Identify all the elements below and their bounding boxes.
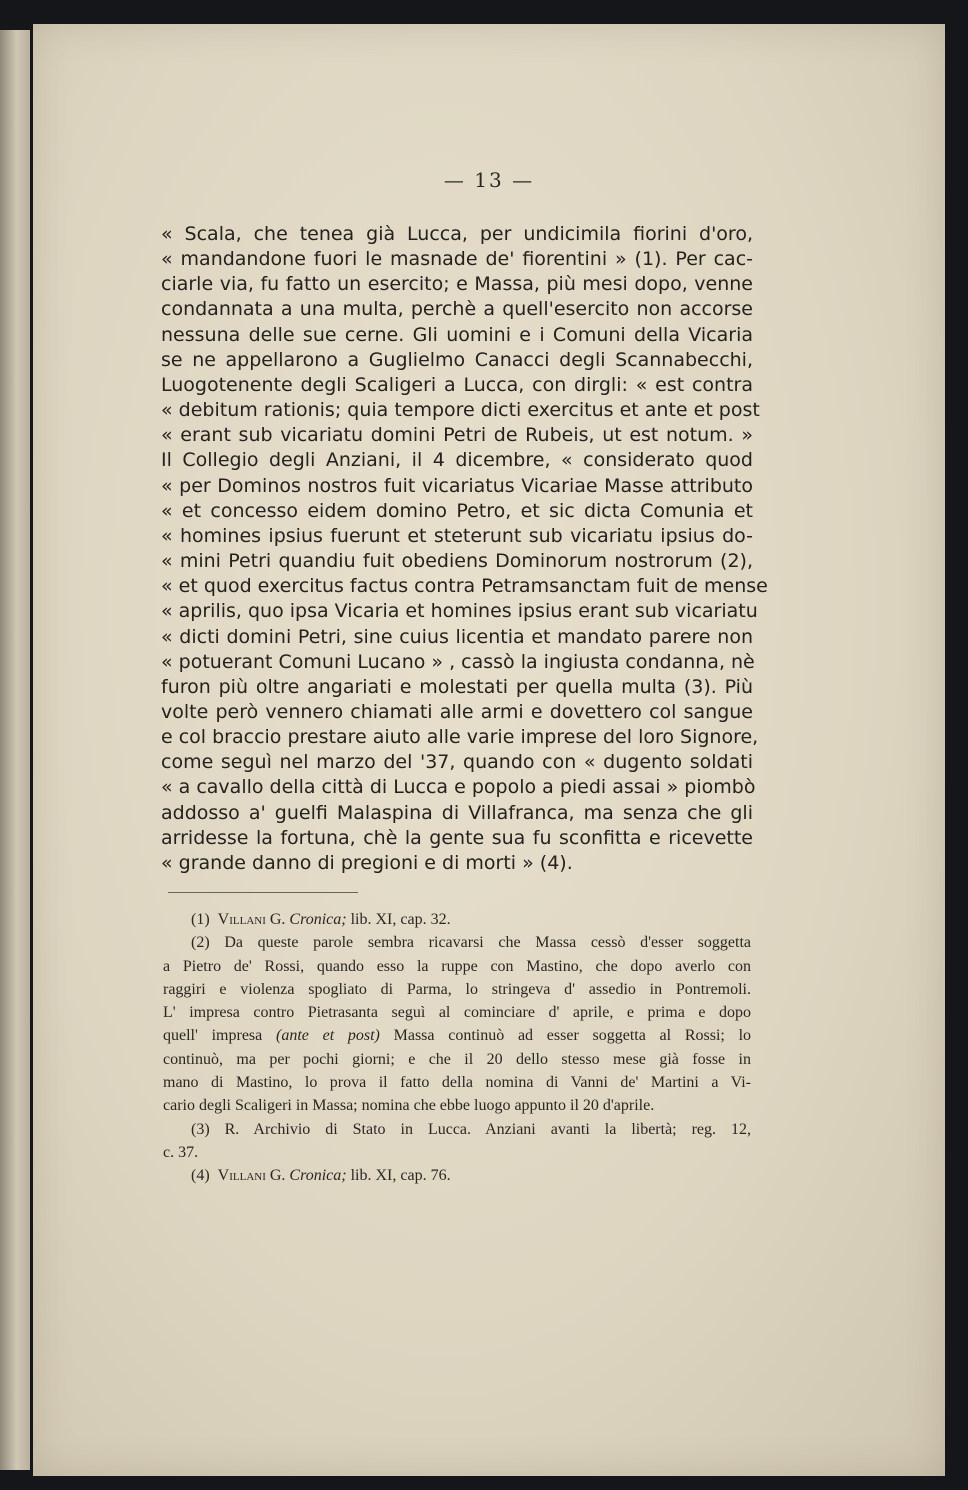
footnote-4 — [163, 1164, 751, 1187]
text-line: condannata a una multa, perchè a quell'esercito non accorse — [161, 298, 753, 321]
footnote-2-line-6: continuò, ma per pochi giorni; e che il 20 dello stesso mese già fosse in — [163, 1050, 751, 1068]
text-line: « aprilis, quo ipsa Vicaria et homines ipsius erant sub vicariatu — [161, 600, 758, 623]
footnote-2-line-7: mano di Mastino, lo prova il fatto della nomina di Vanni de' Martini a Vi- — [163, 1074, 751, 1092]
footnote-1-title: Cronica; — [289, 911, 347, 928]
footnote-4-mark: (4) — [191, 1167, 210, 1185]
footnote-2-line-2: a Pietro de' Rossi, quando esso la ruppe con Mastino, che dopo averlo con — [163, 957, 751, 975]
footnote-1-author: Villani G. — [217, 911, 286, 928]
text-line: volte però vennero chiamati alle armi e dovettero col sangue — [161, 700, 753, 723]
text-line: « Scala, che tenea già Lucca, per undicimila fiorini d'oro, — [161, 223, 753, 245]
text-line: « mandandone fuori le masnade de' fiorentini » (1). Per cac- — [161, 248, 753, 271]
footnote-1-ref: lib. XI, cap. 32. — [350, 911, 451, 928]
footnote-1-line — [163, 908, 751, 931]
footnotes — [163, 908, 751, 1188]
text-line: se ne appellarono a Guglielmo Canacci degli Scannabecchi, — [161, 348, 753, 371]
footnote-2-line-4: L' impresa contro Pietrasanta seguì al cominciare d' aprile, e prima e dopo — [163, 1004, 751, 1022]
text-line: « erant sub vicariatu domini Petri de Rubeis, ut est notum. » — [161, 424, 753, 447]
text-line: « homines ipsius fuerunt et steterunt sub vicariatu ipsius do- — [161, 524, 753, 547]
footnote-4-title: Cronica; — [289, 1167, 347, 1185]
footnote-4-line — [163, 1164, 751, 1187]
footnote-3-line-2: c. 37. — [163, 1143, 199, 1161]
footnote-2-line-8: cario degli Scaligeri in Massa; nomina che ebbe luogo appunto il 20 d'aprile. — [163, 1097, 655, 1115]
text-line: addosso a' guelfi Malaspina di Villafranca, ma senza che gli — [161, 801, 753, 824]
footnote-2-line-5 — [163, 1024, 751, 1047]
footnote-2-line-5-post: Massa continuò ad esser soggetta al Rossi; lo — [393, 1027, 752, 1045]
footnote-4-ref: lib. XI, cap. 76. — [350, 1167, 451, 1185]
text-line: « potuerant Comuni Lucano » , cassò la ingiusta condanna, nè — [161, 650, 755, 673]
text-line: « per Dominos nostros fuit vicariatus Vicariae Masse attributo — [161, 474, 753, 497]
text-line: Luogotenente degli Scaligeri a Lucca, con dirgli: « est contra — [161, 373, 753, 396]
text-line: e col braccio prestare aiuto alle varie imprese del loro Signore, — [161, 726, 759, 749]
text-line: « et concesso eidem domino Petro, et sic dicta Comunia et — [161, 499, 753, 522]
footnote-2 — [163, 931, 751, 1117]
text-line: nessuna delle sue cerne. Gli uomini e i Comuni della Vicaria — [161, 323, 753, 346]
text-line: ciarle via, fu fatto un esercito; e Massa, più mesi dopo, venne — [161, 273, 753, 296]
text-line: furon più oltre angariati e molestati per quella multa (3). Più — [161, 675, 753, 698]
main-text — [161, 222, 768, 876]
text-line: come seguì nel marzo del '37, quando con « dugento soldati — [161, 751, 753, 774]
footnote-2-line-3: raggiri e violenza spogliato di Parma, lo stringeva d' assedio in Pontremoli. — [163, 980, 751, 998]
footnote-4-author: Villani G. — [217, 1167, 286, 1185]
footnote-separator — [168, 892, 358, 893]
text-line: arridesse la fortuna, chè la gente sua fu sconfitta e ricevette — [161, 826, 753, 849]
text-line: « dicti domini Petri, sine cuius licentia et mandato parere non — [161, 625, 753, 648]
footnote-1-mark: (1) — [191, 911, 210, 928]
footnote-2-latin-phrase: (ante et post) — [276, 1027, 380, 1045]
footnote-3 — [163, 1118, 751, 1165]
footnote-2-line-1: (2) Da queste parole sembra ricavarsi che Massa cessò d'esser soggetta — [191, 934, 751, 952]
footnote-2-line-5-pre: quell' impresa — [163, 1027, 263, 1045]
footnote-3-line-1: (3) R. Archivio di Stato in Lucca. Anziani avanti la libertà; reg. 12, — [191, 1120, 751, 1138]
page-number: — 13 — — [443, 168, 535, 192]
book-page — [33, 24, 945, 1476]
text-line: « debitum rationis; quia tempore dicti exercitus et ante et post — [161, 399, 760, 422]
text-line: Il Collegio degli Anziani, il 4 dicembre, « considerato quod — [161, 449, 753, 472]
text-line: « a cavallo della città di Lucca e popolo a piedi assai » piombò — [161, 776, 756, 799]
text-line: « mini Petri quandiu fuit obediens Dominorum nostrorum (2), — [161, 550, 753, 573]
text-line: « et quod exercitus factus contra Petramsanctam fuit de mense — [161, 575, 768, 598]
footnote-1 — [163, 908, 751, 931]
facing-page-edge — [0, 30, 30, 1470]
text-line: « grande danno di pregioni e di morti » (4). — [161, 851, 573, 874]
